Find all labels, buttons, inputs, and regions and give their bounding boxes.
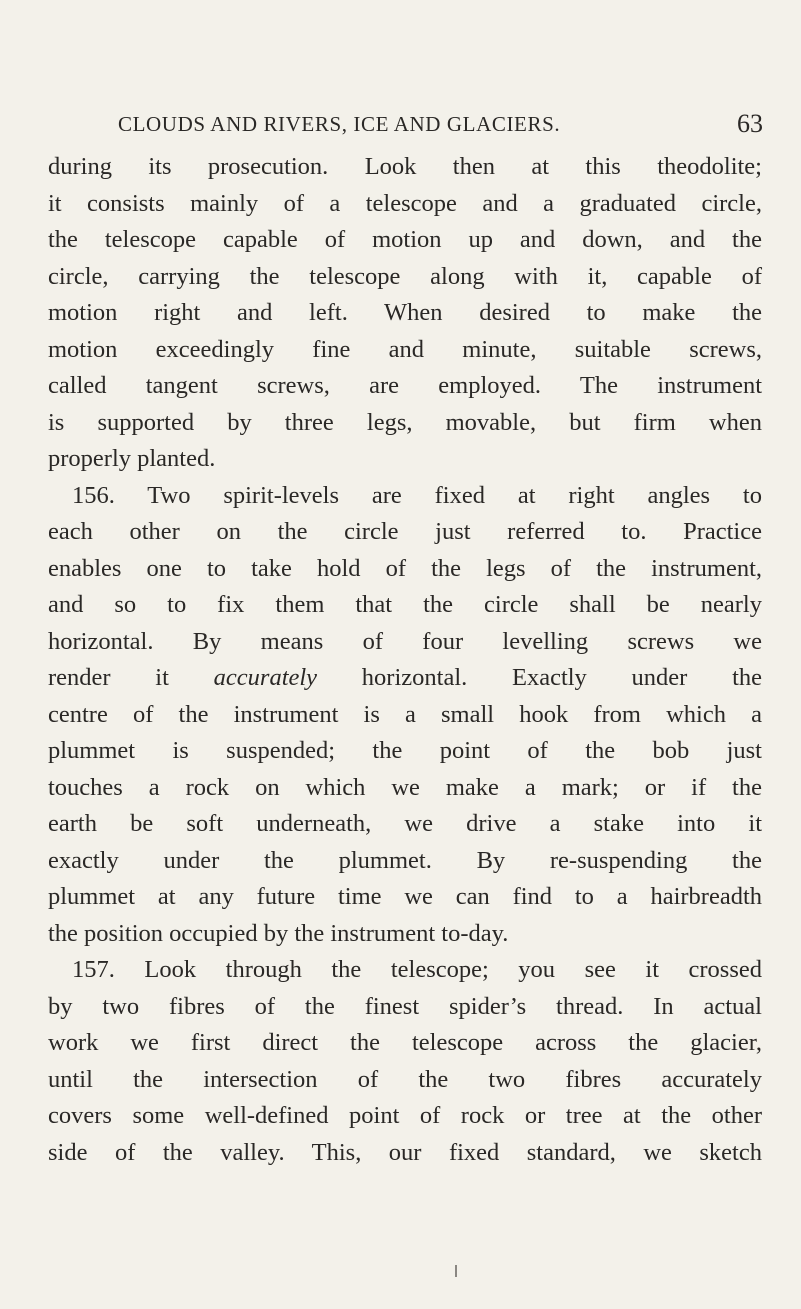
text-line: each other on the circle just referred to. Practice — [48, 518, 762, 545]
text-line: plummet is suspended; the point of the bob just — [48, 737, 762, 764]
text-line: during its prosecution. Look then at this theodolite; — [48, 153, 762, 180]
emphasis-accurately: accurately — [213, 664, 318, 691]
text-line: covers some well-defined point of rock or tree at the other — [48, 1102, 762, 1129]
text-line: motion right and left. When desired to make the — [48, 299, 762, 326]
text-line: exactly under the plummet. By re-suspending the — [48, 846, 762, 874]
text-line: is supported by three legs, movable, but firm when — [48, 408, 762, 436]
text-line: plummet at any future time we can find to a hairbreadth — [48, 883, 762, 910]
text-line: called tangent screws, are employed. The instrument — [48, 372, 762, 399]
running-title: CLOUDS AND RIVERS, ICE AND GLACIERS. — [118, 112, 561, 136]
body-text — [48, 149, 762, 1171]
text-line: centre of the instrument is a small hook from which a — [48, 700, 762, 728]
text-line: touches a rock on which we make a mark; or if the — [48, 773, 762, 801]
text-line: by two fibres of the finest spider’s thread. In actual — [48, 992, 762, 1020]
text-line: the telescope capable of motion up and down, and the — [48, 226, 762, 253]
paragraph-156-start: 156. Two spirit-levels are fixed at right angles to — [72, 481, 762, 509]
text-line: properly planted. — [48, 445, 216, 472]
running-head — [118, 109, 763, 144]
text-line: enables one to take hold of the legs of the instrument, — [48, 554, 762, 582]
printer-mark — [455, 1265, 457, 1277]
text-line-with-emphasis — [48, 660, 762, 697]
page-number: 63 — [737, 109, 763, 138]
text-line: it consists mainly of a telescope and a graduated circle, — [48, 189, 762, 217]
text-line: side of the valley. This, our fixed standard, we sketch — [48, 1138, 762, 1166]
text-segment: render it — [48, 664, 169, 691]
text-line: motion exceedingly fine and minute, suitable screws, — [48, 335, 762, 363]
text-line: horizontal. By means of four levelling screws we — [48, 627, 762, 655]
text-line: until the intersection of the two fibres accurately — [48, 1065, 762, 1093]
text-segment: horizontal. Exactly under the — [361, 664, 762, 691]
paragraph-157-start: 157. Look through the telescope; you see it crossed — [72, 956, 762, 983]
text-line: work we first direct the telescope across the glacier, — [48, 1029, 762, 1056]
text-line: and so to fix them that the circle shall be nearly — [48, 591, 762, 618]
text-line: the position occupied by the instrument to-day. — [48, 919, 509, 947]
text-line: earth be soft underneath, we drive a stake into it — [48, 810, 762, 837]
text-line: circle, carrying the telescope along with it, capable of — [48, 262, 762, 290]
